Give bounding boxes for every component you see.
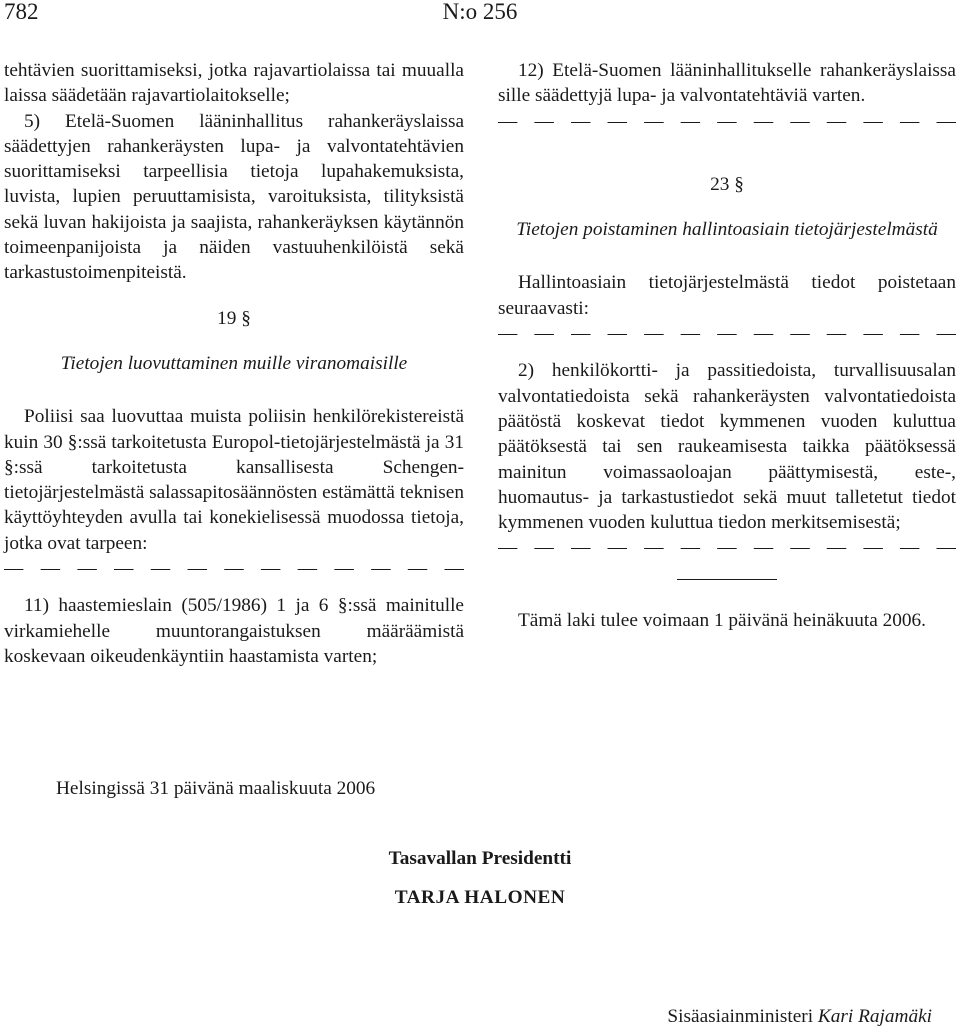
minister-signature bbox=[667, 1006, 932, 1028]
page-number: 782 bbox=[4, 0, 39, 24]
left-paragraph-3: Poliisi saa luovuttaa muista poliisin henkilörekistereistä kuin 30 §:ssä tarkoitetusta Europol-tietojärjestelmästä ja 31 §:ssä tarkoitetusta kansallisesta Schengen-tietojärjestelmästä salassapitosäännösten estämättä teknisen käyttöyhteyden avulla tai konekielisessä muodossa tietoja, jotka ovat tarpeen: bbox=[4, 406, 464, 554]
section-23-heading: Tietojen poistaminen hallintoasiain tietojärjestelmästä bbox=[516, 219, 938, 241]
document-number: N:o 256 bbox=[442, 0, 518, 24]
left-paragraph-1: tehtävien suorittamiseksi, jotka rajavartiolaissa tai muualla laissa säädetään rajavartiolaitokselle; bbox=[4, 60, 464, 107]
left-paragraph-4: 11) haastemieslain (505/1986) 1 ja 6 §:ssä mainitulle virkamiehelle muuntorangaistuksen määräämistä koskevaan oikeudenkäyntiin haastamista varten; bbox=[4, 595, 464, 667]
right-paragraph-3: 2) henkilökortti- ja passitiedoista, turvallisuusalan valvontatiedoista sekä rahankeräysten valvontatiedoista päätöstä koskevat tiedot kymmenen vuoden kuluttua päätöksestä tai sen raukeamisesta taikka päätöksessä mainitun voimassaoloajan päättymisestä, este-, huomautus- ja tarkastustiedot sekä muut talletetut tiedot kymmenen vuoden kuluttua tiedon merkitsemisestä; bbox=[498, 360, 956, 534]
place-and-date: Helsingissä 31 päivänä maaliskuuta 2006 bbox=[56, 778, 376, 799]
section-19-number: 19 § bbox=[217, 307, 251, 329]
section-19-heading: Tietojen luovuttaminen muille viranomaisille bbox=[60, 352, 408, 374]
minister-title: Sisäasiainministeri bbox=[667, 1006, 814, 1027]
minister-name: Kari Rajamäki bbox=[817, 1006, 932, 1027]
right-paragraph-1: 12) Etelä-Suomen lääninhallitukselle rahankeräyslaissa sille säädettyjä lupa- ja valvontatehtäviä varten. bbox=[498, 60, 956, 107]
left-column bbox=[4, 58, 464, 669]
omission-dashes: — — — — — — — — — — — — — bbox=[498, 110, 956, 132]
president-name: TARJA HALONEN bbox=[394, 887, 566, 908]
left-paragraph-2: 5) Etelä-Suomen lääninhallitus rahankeräyslaissa säädettyjen rahankeräysten lupa- ja valvontatehtävien suorittamiseksi tarpeellisia tietoja lupahakemuksista, luvista, lupien peruuttamisista, varoituksista, tilityksistä sekä luvan hakijoista ja saajista, rahankeräyksen käytännön toimeenpanijoista ja näiden vastuuhenkilöistä sekä tarkastustoimenpiteistä. bbox=[4, 110, 464, 284]
right-column bbox=[498, 58, 956, 633]
section-23-number: 23 § bbox=[710, 173, 744, 195]
omission-dashes: — — — — — — — — — — — — — bbox=[498, 323, 956, 345]
omission-dashes: — — — — — — — — — — — — — bbox=[4, 558, 464, 580]
entry-into-force: Tämä laki tulee voimaan 1 päivänä heinäkuuta 2006. bbox=[518, 609, 926, 631]
omission-dashes: — — — — — — — — — — — — — bbox=[498, 537, 956, 559]
right-paragraph-2: Hallintoasiain tietojärjestelmästä tiedot poistetaan seuraavasti: bbox=[498, 272, 956, 319]
president-title: Tasavallan Presidentti bbox=[388, 848, 572, 869]
page-header bbox=[0, 0, 960, 40]
